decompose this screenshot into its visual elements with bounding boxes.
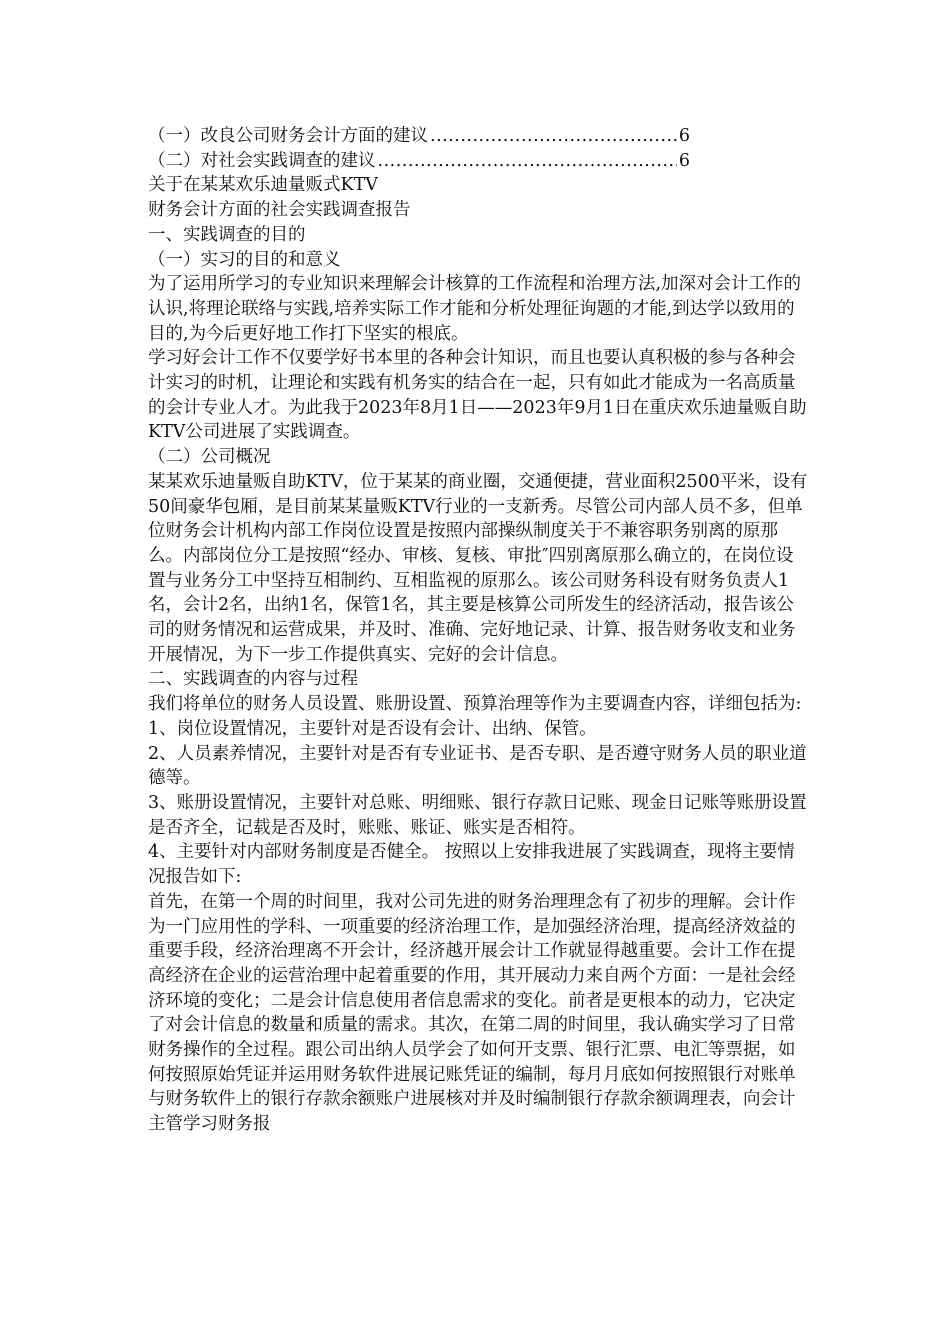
body-paragraph: 我们将单位的财务人员设置、账册设置、预算治理等作为主要调查内容，详细包括为: (148, 694, 802, 715)
list-item: 1、岗位设置情况，主要针对是否设有会计、出纳、保管。 (148, 718, 597, 739)
section-heading: 二、实践调查的内容与过程 (148, 669, 358, 690)
toc-leader-dots (430, 124, 677, 149)
list-item: 2、人员素养情况，主要针对是否有专业证书、是否专职、是否遵守财务人员的职业道德等。 (148, 743, 807, 789)
toc-entry-title: （二）对社会实践调查的建议 (148, 150, 376, 171)
subsection-heading: （一）实习的目的和意义 (148, 249, 341, 270)
section-heading: 一、实践调查的目的 (148, 224, 306, 245)
document-body (148, 124, 808, 1137)
subsection-heading: （二）公司概况 (148, 447, 271, 468)
body-paragraph: 为了运用所学习的专业知识来理解会计核算的工作流程和治理方法,加深对会计工作的认识,将理论联络与实践,培养实际工作才能和分析处理征询题的才能,到达学以致用的目的,为今后更好地工作打下坚实的根底。 (148, 274, 802, 344)
toc-entry-page: 6 (678, 126, 690, 146)
body-paragraph: 首先，在第一个周的时间里，我对公司先进的财务治理理念有了初步的理解。会计作为一门应用性的学科、一项重要的经济治理工作，是加强经济治理，提高经济效益的重要手段，经济治理离不开会计，经济越开展会计工作就显得越重要。会计工作在提高经济在企业的运营治理中起着重要的作用，其开展动力来自两个方面：一是社会经济环境的变化；二是会计信息使用者信息需求的变化。前者是更根本的动力，它决定了对会计信息的数量和质量的需求。其次，在第二周的时间里，我认确实学习了日常财务操作的全过程。跟公司出纳人员学会了如何开支票、银行汇票、电汇等票据，如何按照原始凭证并运用财务软件进展记账凭证的编制，每月月底如何按照银行对账单与财务软件上的银行存款余额账户进展核对并及时编制银行存款余额调理表，向会计主管学习财务报 (148, 891, 796, 1135)
list-item: 3、账册设置情况，主要针对总账、明细账、银行存款日记账、现金日记账等账册设置是否齐全，记载是否及时，账账、账证、账实是否相符。 (148, 792, 807, 838)
toc-entry[interactable] (148, 149, 808, 174)
toc-entry-page: 6 (678, 150, 690, 171)
toc-entry[interactable] (148, 124, 808, 149)
toc-leader-dots (378, 149, 677, 174)
list-item: 4、主要针对内部财务制度是否健全。 按照以上安排我进展了实践调查，现将主要情况报告如下: (148, 842, 795, 888)
report-title-line-1: 关于在某某欢乐迪量贩式KTV (148, 175, 378, 196)
body-paragraph: 某某欢乐迪量贩自助KTV，位于某某的商业圈，交通便捷，营业面积2500平米，设有50间豪华包厢，是目前某某量贩KTV行业的一支新秀。尽管公司内部人员不多，但单位财务会计机构内部工作岗位设置是按照内部操纵制度关于不兼容职务别离的原那么。内部岗位分工是按照“经办、审核、复核、审批″四别离原那么确立的，在岗位设置与业务分工中坚持互相制约、互相监视的原那么。该公司财务科设有财务负责人1名，会计2名，出纳1名，保管1名，其主要是核算公司所发生的经济活动，报告该公司的财务情况和运营成果，并及时、准确、完好地记录、计算、报告财务收支和业务开展情况，为下一步工作提供真实、完好的会计信息。 (148, 471, 808, 665)
body-paragraph: 学习好会计工作不仅要学好书本里的各种会计知识，而且也要认真积极的参与各种会计实习的时机，让理论和实践有机务实的结合在一起，只有如此才能成为一名高质量的会计专业人才。为此我于2023年8月1日——2023年9月1日在重庆欢乐迪量贩自助KTV公司进展了实践调查。 (148, 348, 807, 443)
report-title-line-2: 财务会计方面的社会实践调查报告 (148, 200, 411, 221)
toc-entry-title: （一）改良公司财务会计方面的建议 (148, 126, 428, 146)
